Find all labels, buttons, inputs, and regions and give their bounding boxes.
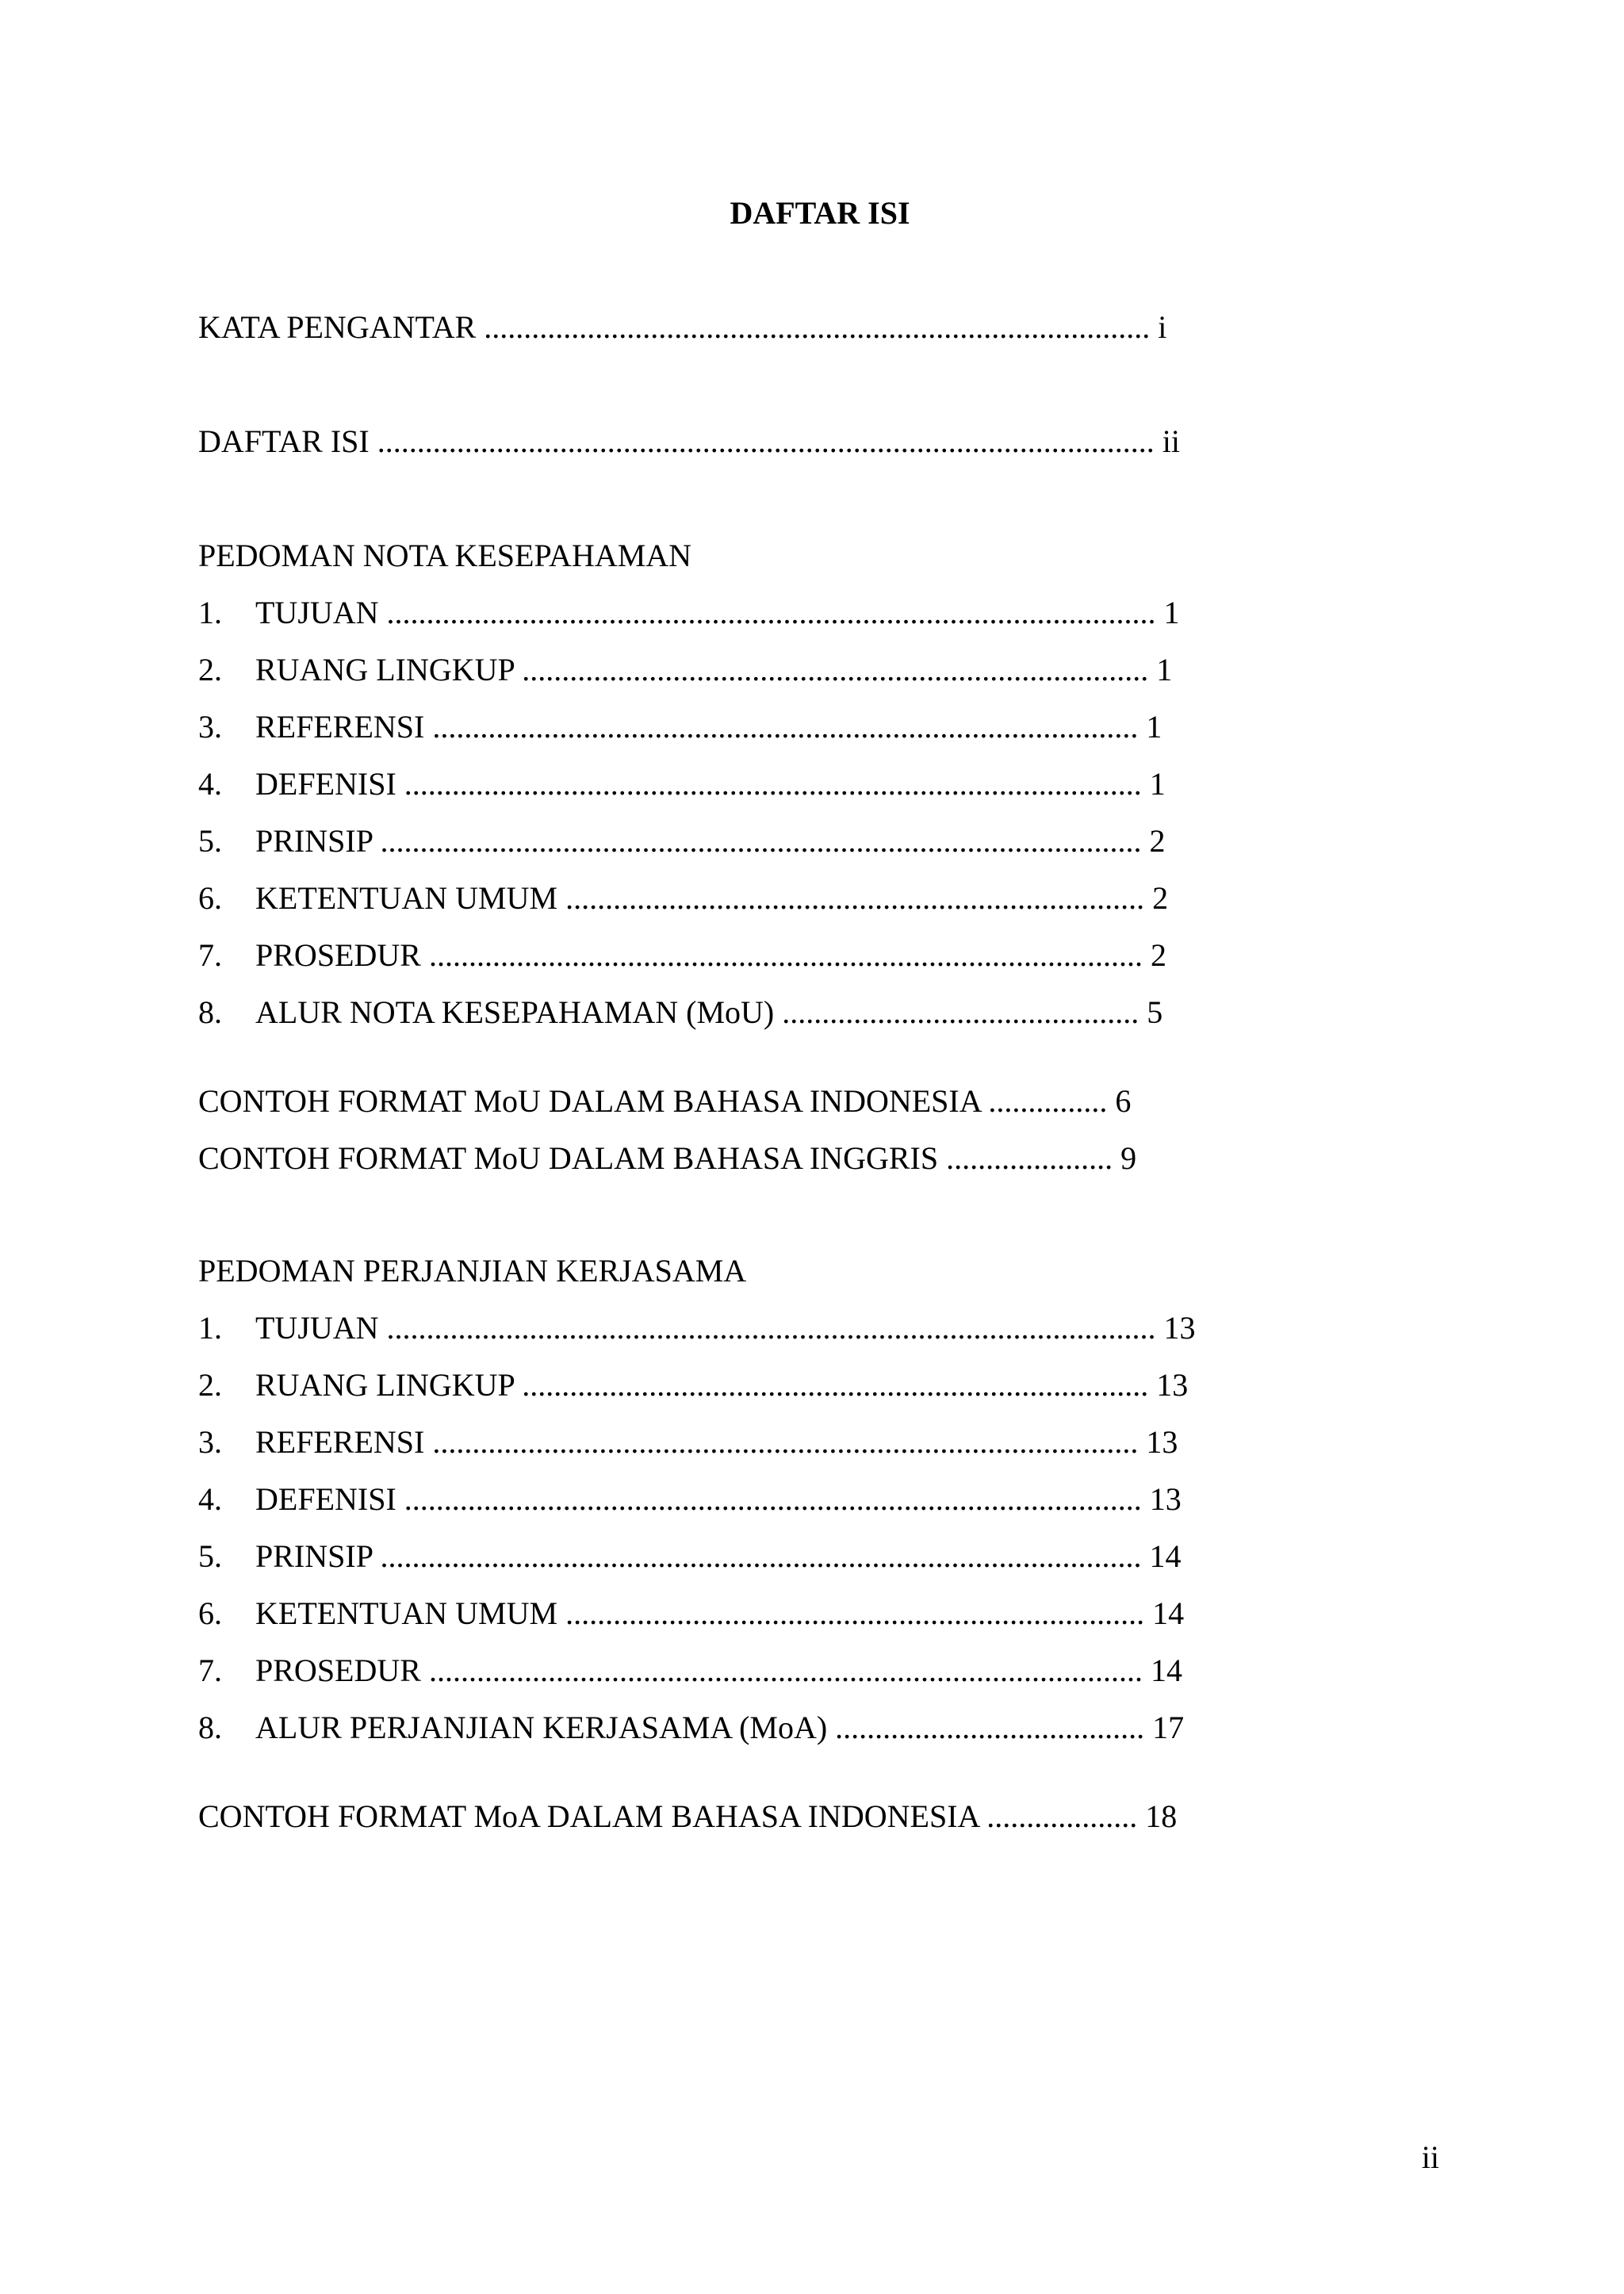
toc-entry-text: REFERENSI ......................................................................................... 13 [255, 1424, 1178, 1460]
toc-entry-text: CONTOH FORMAT MoA DALAM BAHASA INDONESIA ................... 18 [198, 1798, 1178, 1834]
toc-entry-number: 6. [198, 1595, 222, 1631]
toc-entry-text: PRINSIP ................................................................................................ 2 [255, 823, 1166, 859]
section-heading-mou: PEDOMAN NOTA KESEPAHAMAN [198, 538, 692, 573]
page-number: ii [1421, 2139, 1439, 2175]
toc-entry-text: TUJUAN ................................................................................................. 1 [255, 595, 1180, 630]
toc-entry-text: PRINSIP ................................................................................................ 14 [255, 1538, 1182, 1574]
toc-entry-number: 5. [198, 1538, 222, 1574]
toc-entry-text: CONTOH FORMAT MoU DALAM BAHASA INGGRIS ..................... 9 [198, 1140, 1137, 1176]
toc-entry-number: 1. [198, 595, 222, 630]
toc-entry-text: DEFENISI ............................................................................................. 1 [255, 766, 1166, 802]
toc-entry-text: RUANG LINGKUP ............................................................................... 13 [255, 1367, 1189, 1403]
toc-entry-number: 2. [198, 652, 222, 687]
toc-entry-text: REFERENSI ......................................................................................... 1 [255, 709, 1162, 745]
section-heading-moa: PEDOMAN PERJANJIAN KERJASAMA [198, 1253, 747, 1289]
toc-entry-number: 7. [198, 1653, 222, 1688]
toc-entry-number: 3. [198, 1424, 222, 1460]
toc-entry-number: 2. [198, 1367, 222, 1403]
toc-entry-number: 4. [198, 766, 222, 802]
toc-entry-text: CONTOH FORMAT MoU DALAM BAHASA INDONESIA ............... 6 [198, 1083, 1132, 1119]
toc-entry-text: DAFTAR ISI .................................................................................................. ii [198, 423, 1180, 459]
toc-entry-text: RUANG LINGKUP ............................................................................... 1 [255, 652, 1173, 687]
toc-entry-text: DEFENISI ............................................................................................. 13 [255, 1481, 1182, 1517]
toc-entry-number: 5. [198, 823, 222, 859]
toc-entry-text: KETENTUAN UMUM ......................................................................... 14 [255, 1595, 1185, 1631]
toc-entry-text: TUJUAN ................................................................................................. 13 [255, 1310, 1196, 1346]
toc-entry-text: KATA PENGANTAR .................................................................................... i [198, 309, 1167, 345]
toc-entry-number: 1. [198, 1310, 222, 1346]
page-title: DAFTAR ISI [730, 195, 910, 231]
toc-entry-number: 8. [198, 1710, 222, 1745]
toc-entry-number: 3. [198, 709, 222, 745]
toc-entry-text: PROSEDUR .......................................................................................... 14 [255, 1653, 1182, 1688]
toc-entry-text: ALUR PERJANJIAN KERJASAMA (MoA) ....................................... 17 [255, 1710, 1185, 1745]
toc-entry-number: 7. [198, 937, 222, 973]
toc-entry-text: PROSEDUR .......................................................................................... 2 [255, 937, 1166, 973]
toc-entry-number: 6. [198, 880, 222, 916]
toc-entry-number: 8. [198, 994, 222, 1030]
toc-entry-text: ALUR NOTA KESEPAHAMAN (MoU) ............................................. 5 [255, 994, 1163, 1030]
toc-entry-number: 4. [198, 1481, 222, 1517]
toc-entry-text: KETENTUAN UMUM ......................................................................... 2 [255, 880, 1169, 916]
